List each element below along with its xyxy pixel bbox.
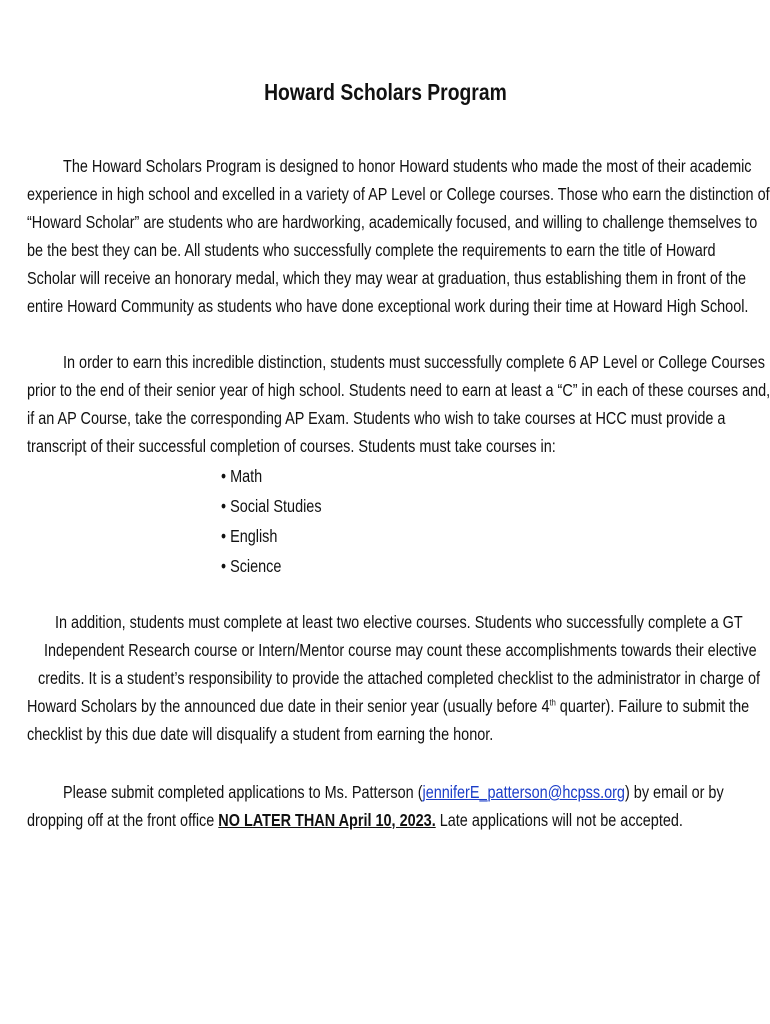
subject-item-social-studies: • Social Studies <box>221 496 322 516</box>
paragraph-1-line-1: The Howard Scholars Program is designed to honor Howard students who made the most of their academic <box>63 156 752 176</box>
paragraph-2-line-3: if an AP Course, take the corresponding AP Exam. Students who wish to take courses at HCC must provide a <box>27 408 726 428</box>
paragraph-4-line-2: dropping off at the front office NO LATER THAN April 10, 2023. Late applications will not be accepted. <box>27 810 683 830</box>
subject-item-math: • Math <box>221 466 263 486</box>
paragraph-1-line-3: “Howard Scholar” are students who are hardworking, academically focused, and willing to challenge themselves to <box>27 212 758 232</box>
paragraph-4-line-1: Please submit completed applications to Ms. Patterson (jenniferE_patterson@hcpss.org) by email or by <box>63 782 724 802</box>
deadline-text: NO LATER THAN April 10, 2023. <box>218 810 436 830</box>
paragraph-1-line-4: be the best they can be. All students who successfully complete the requirements to earn the title of Howard <box>27 240 716 260</box>
paragraph-3-line-2: Independent Research course or Intern/Mentor course may count these accomplishments towards their elective <box>44 640 757 660</box>
paragraph-2-line-2: prior to the end of their senior year of high school. Students need to earn at least a “C” in each of these courses and, <box>27 380 770 400</box>
paragraph-3-line-4: Howard Scholars by the announced due date in their senior year (usually before 4th quarter). Failure to submit the <box>27 696 750 716</box>
paragraph-1-line-6: entire Howard Community as students who have done exceptional work during their time at Howard High School. <box>27 296 749 316</box>
email-link[interactable]: jenniferE_patterson@hcpss.org <box>422 782 625 802</box>
paragraph-1-line-2: experience in high school and excelled in a variety of AP Level or College courses. Those who earn the distinction of <box>27 184 770 204</box>
paragraph-3-line-1: In addition, students must complete at least two elective courses. Students who successfully complete a GT <box>55 612 743 632</box>
ordinal-superscript: th <box>549 697 556 708</box>
paragraph-2-line-4: transcript of their successful completion of courses. Students must take courses in: <box>27 436 556 456</box>
paragraph-3-line-5: checklist by this due date will disqualify a student from earning the honor. <box>27 724 494 744</box>
subject-item-english: • English <box>221 526 278 546</box>
paragraph-2-line-1: In order to earn this incredible distinction, students must successfully complete 6 AP Level or College Courses <box>63 352 765 372</box>
paragraph-3-line-3: credits. It is a student’s responsibility to provide the attached completed checklist to the administrator in charge of <box>38 668 760 688</box>
paragraph-1-line-5: Scholar will receive an honorary medal, which they may wear at graduation, thus establishing them in front of the <box>27 268 747 288</box>
subject-item-science: • Science <box>221 556 282 576</box>
page-title: Howard Scholars Program <box>263 79 507 105</box>
